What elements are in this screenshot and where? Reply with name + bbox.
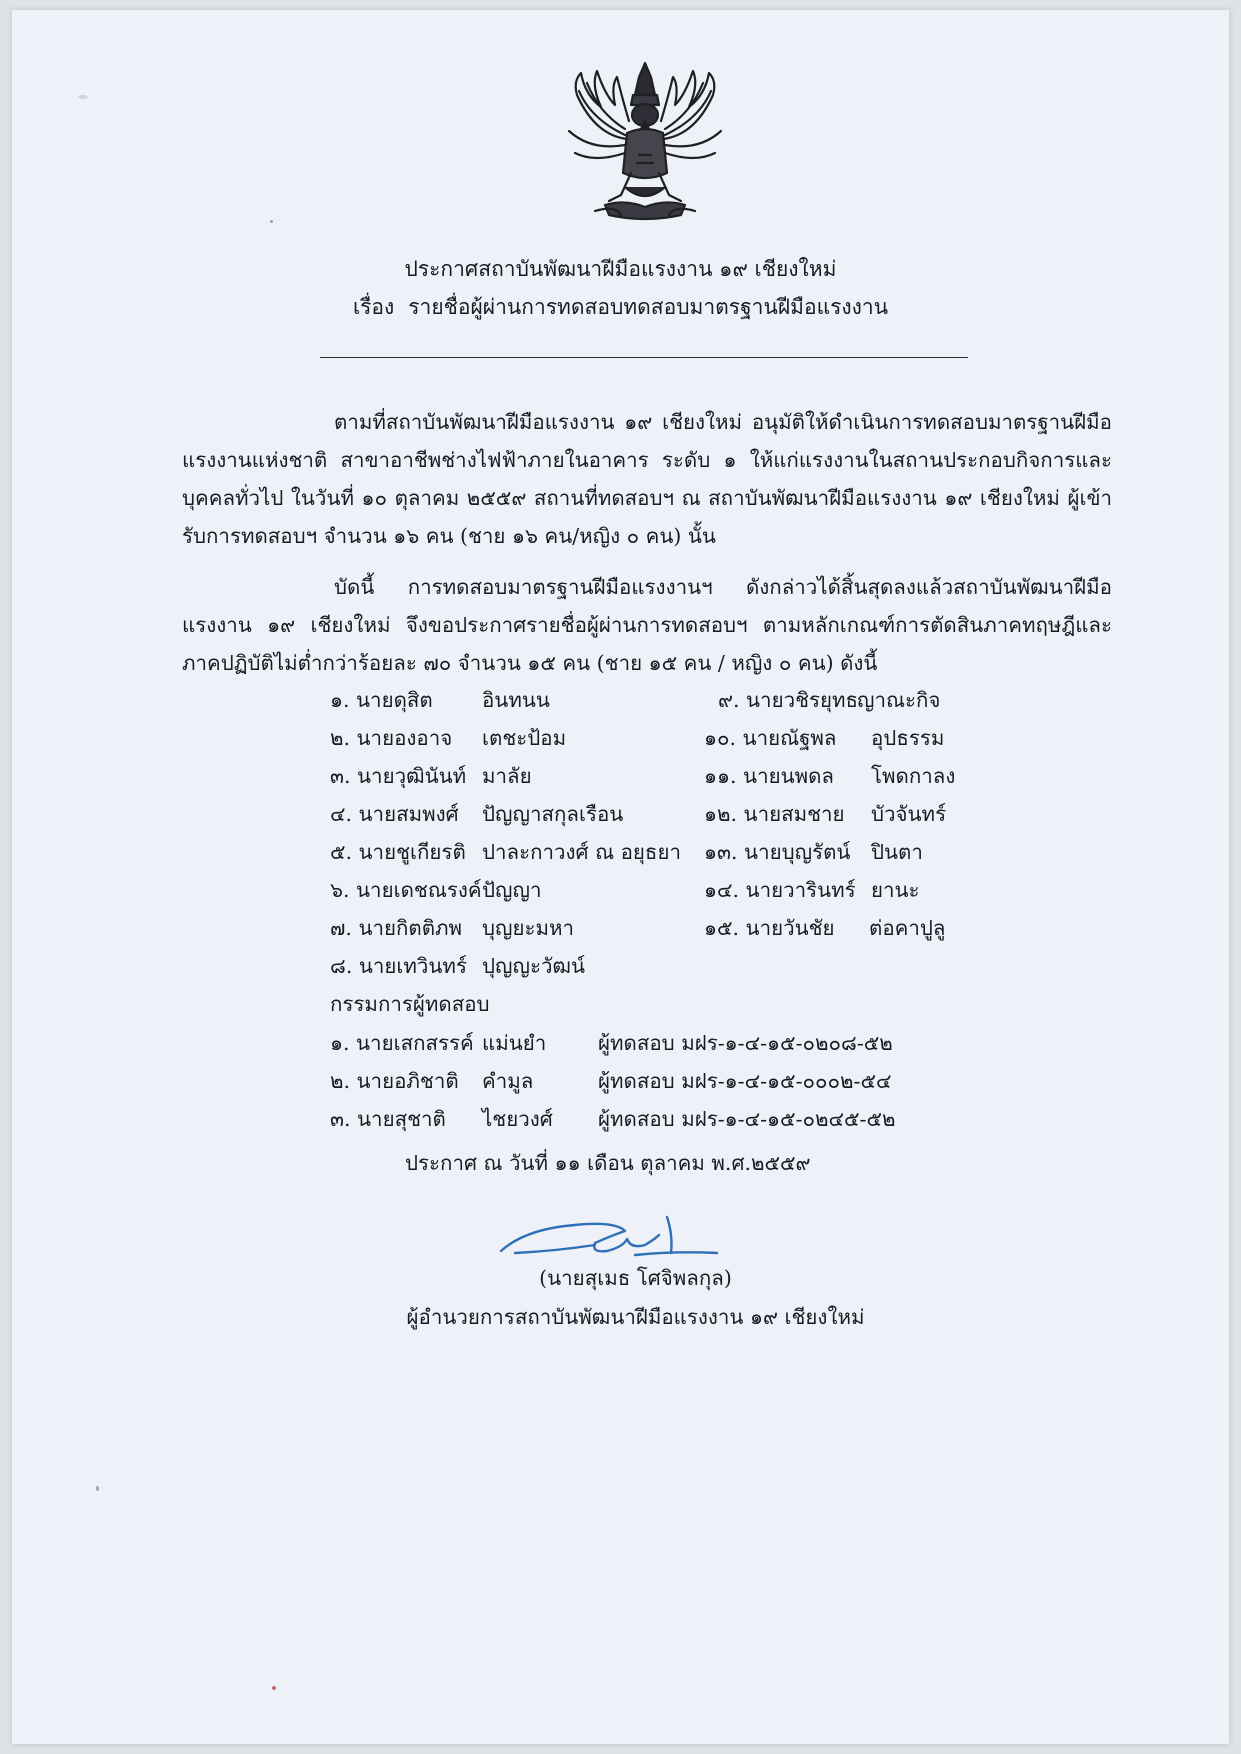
list-item xyxy=(704,757,955,795)
last-name: คำมูล xyxy=(482,1069,534,1093)
first-name: ๙. นายวชิรยุทธ xyxy=(718,688,859,712)
first-name: ๑. นายดุสิต xyxy=(330,688,433,712)
list-item xyxy=(704,871,955,909)
last-name: ปินตา xyxy=(871,840,923,864)
examiner-id: ผู้ทดสอบ มฝร-๑-๔-๑๕-๐๒๔๕-๕๒ xyxy=(598,1107,896,1131)
announcement-title: ประกาศสถาบันพัฒนาฝีมือแรงงาน ๑๙ เชียงใหม่ xyxy=(404,257,837,281)
list-item xyxy=(330,795,681,833)
paragraph-result-text: บัดนี้ การทดสอบมาตรฐานฝีมือแรงงานฯ ดังกล่าวได้สิ้นสุดลงแล้วสถาบันพัฒนาฝีมือแรงงาน ๑๙ เชียงใหม่ จึงขอประกาศรายชื่อผู้ผ่านการทดสอบฯ ตามหลักเกณฑ์การตัดสินภาคทฤษฎีและภาคปฏิบัติไม่ต่ำกว่าร้อยละ ๗๐ จำนวน ๑๕ คน (ชาย ๑๕ คน / หญิง ๐ คน) ดังนี้ xyxy=(182,575,1112,675)
first-name: ๑๑. นายนพดล xyxy=(704,764,834,788)
last-name: ไชยวงศ์ xyxy=(482,1107,553,1131)
list-item xyxy=(704,909,955,947)
garuda-emblem-icon xyxy=(555,55,735,230)
first-name: ๑๒. นายสมชาย xyxy=(704,802,845,826)
last-name: เตชะป้อม xyxy=(482,726,567,750)
signatory-name: (นายสุเมธ โศจิพลกุล) xyxy=(539,1266,732,1290)
paper-speck xyxy=(270,220,273,223)
list-item xyxy=(704,681,955,719)
last-name: ปุญญะวัฒน์ xyxy=(482,954,586,978)
first-name: ๘. นายเทวินทร์ xyxy=(330,954,467,978)
first-name: ๔. นายสมพงศ์ xyxy=(330,802,459,826)
list-item xyxy=(330,947,681,985)
last-name: ยานะ xyxy=(871,878,920,902)
examiner-id: ผู้ทดสอบ มฝร-๑-๔-๑๕-๐๒๐๘-๕๒ xyxy=(598,1031,893,1055)
first-name: ๑๐. นายณัฐพล xyxy=(704,726,837,750)
last-name: บัวจันทร์ xyxy=(871,802,947,826)
committee-list xyxy=(330,1024,896,1138)
last-name: ปาละกาวงศ์ ณ อยุธยา xyxy=(482,840,681,864)
paper-speck xyxy=(272,1686,276,1690)
passers-list-right xyxy=(704,681,955,947)
paper-speck xyxy=(96,1486,99,1491)
examiner-id: ผู้ทดสอบ มฝร-๑-๔-๑๕-๐๐๐๒-๕๔ xyxy=(598,1069,892,1093)
passers-list-left xyxy=(330,681,681,985)
first-name: ๒. นายองอาจ xyxy=(330,726,453,750)
announcement-subject xyxy=(0,292,1241,322)
first-name: ๑. นายเสกสรรค์ xyxy=(330,1031,474,1055)
last-name: ต่อคาปูลู xyxy=(869,916,946,940)
paper-speck xyxy=(78,95,88,99)
subject-text: รายชื่อผู้ผ่านการทดสอบทดสอบมาตรฐานฝีมือแรงงาน xyxy=(408,295,889,319)
list-item xyxy=(330,909,681,947)
list-item xyxy=(330,1062,896,1100)
last-name: บุญยะมหา xyxy=(482,916,575,940)
last-name: อุปธรรม xyxy=(871,726,945,750)
first-name: ๒. นายอภิชาติ xyxy=(330,1069,459,1093)
first-name: ๓. นายวุฒินันท์ xyxy=(330,764,467,788)
title-divider xyxy=(320,357,968,358)
first-name: ๕. นายชูเกียรติ xyxy=(330,840,466,864)
last-name: ญาณะกิจ xyxy=(857,688,941,712)
first-name: ๗. นายกิตติภพ xyxy=(330,916,463,940)
list-item xyxy=(704,719,955,757)
list-item xyxy=(330,871,681,909)
list-item xyxy=(330,833,681,871)
last-name: โพดกาลง xyxy=(871,764,956,788)
list-item xyxy=(330,681,681,719)
list-item xyxy=(704,833,955,871)
first-name: ๑๕. นายวันชัย xyxy=(704,916,835,940)
list-item xyxy=(330,757,681,795)
announcement-date: ประกาศ ณ วันที่ ๑๑ เดือน ตุลาคม พ.ศ.๒๕๕๙ xyxy=(405,1151,811,1175)
last-name: แม่นยำ xyxy=(482,1031,547,1055)
list-item xyxy=(330,719,681,757)
subject-label: เรื่อง xyxy=(352,295,395,319)
list-item xyxy=(330,1024,896,1062)
paragraph-intro-text: ตามที่สถาบันพัฒนาฝีมือแรงงาน ๑๙ เชียงใหม่ อนุมัติให้ดำเนินการทดสอบมาตรฐานฝีมือแรงงานแห่งชาติ สาขาอาชีพช่างไฟฟ้าภายในอาคาร ระดับ ๑ ให้แก่แรงงานในสถานประกอบกิจการและบุคคลทั่วไป ในวันที่ ๑๐ ตุลาคม ๒๕๕๙ สถานที่ทดสอบฯ ณ สถาบันพัฒนาฝีมือแรงงาน ๑๙ เชียงใหม่ ผู้เข้ารับการทดสอบฯ จำนวน ๑๖ คน (ชาย ๑๖ คน/หญิง ๐ คน) นั้น xyxy=(182,410,1112,548)
signatory-position: ผู้อำนวยการสถาบันพัฒนาฝีมือแรงงาน ๑๙ เชียงใหม่ xyxy=(406,1305,865,1329)
list-item xyxy=(704,795,955,833)
first-name: ๑๔. นายวารินทร์ xyxy=(704,878,856,902)
first-name: ๑๓. นายบุญรัตน์ xyxy=(704,840,851,864)
last-name: อินทนน xyxy=(482,688,550,712)
last-name: ปัญญา xyxy=(482,878,542,902)
list-item xyxy=(330,1100,896,1138)
paragraph-result xyxy=(182,568,1112,682)
first-name: ๓. นายสุชาติ xyxy=(330,1107,446,1131)
paragraph-intro xyxy=(182,403,1112,555)
last-name: ปัญญาสกุลเรือน xyxy=(482,802,624,826)
last-name: มาลัย xyxy=(482,764,532,788)
committee-heading: กรรมการผู้ทดสอบ xyxy=(330,992,490,1016)
first-name: ๖. นายเดชณรงค์ xyxy=(330,878,482,902)
